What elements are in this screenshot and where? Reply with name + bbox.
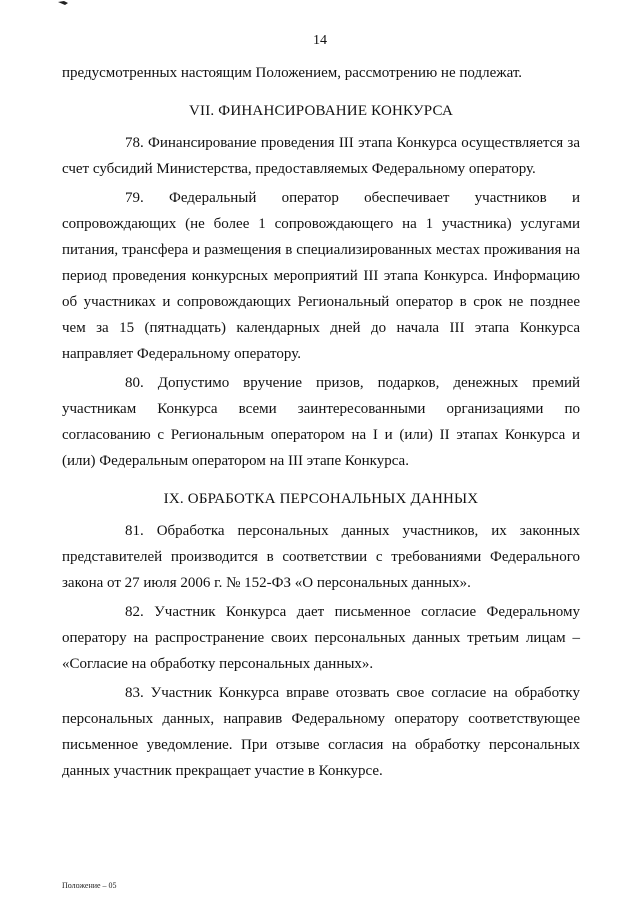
intro-paragraph: предусмотренных настоящим Положением, рассмотрению не подлежат. [62,65,523,81]
paragraph-78: 78. Финансирование проведения III этапа Конкурса осуществляется за счет субсидий Министерства, предоставляемых Федеральному оператору. [62,135,580,177]
section-heading-personal-data: IX. ОБРАБОТКА ПЕРСОНАЛЬНЫХ ДАННЫХ [163,491,479,507]
paragraph-80: 80. Допустимо вручение призов, подарков, денежных премий участникам Конкурса всеми заинтересованными организациями по согласованию с Региональным оператором на I и (или) II этапах Конкурса и (или) Федеральным оператором на III этапе Конкурса. [62,375,580,469]
page-number: 14 [313,33,327,48]
paragraph-83: 83. Участник Конкурса вправе отозвать свое согласие на обработку персональных данных, направив Федеральному оператору соответствующее письменное уведомление. При отзыве согласия на обработку персональных данных участник прекращает участие в Конкурсе. [62,685,580,779]
scan-artifact-mark [56,0,74,8]
paragraph-81: 81. Обработка персональных данных участников, их законных представителей производится в соответствии с требованиями Федерального закона от 27 июля 2006 г. № 152-ФЗ «О персональных данных». [62,523,580,591]
paragraph-79: 79. Федеральный оператор обеспечивает участников и сопровождающих (не более 1 сопровождающего на 1 участника) услугами питания, трансфера и размещения в специализированных местах проживания на период проведения конкурсных мероприятий III этапа Конкурса. Информацию об участниках и сопровождающих Региональный оператор в срок не позднее чем за 15 (пятнадцать) календарных дней до начала III этапа Конкурса направляет Федеральному оператору. [62,190,580,362]
section-heading-financing: VII. ФИНАНСИРОВАНИЕ КОНКУРСА [188,103,453,119]
document-body [62,60,580,784]
footer-document-code: Положение – 05 [62,881,117,890]
paragraph-82: 82. Участник Конкурса дает письменное согласие Федеральному оператору на распространение своих персональных данных третьим лицам – «Согласие на обработку персональных данных». [62,604,580,672]
